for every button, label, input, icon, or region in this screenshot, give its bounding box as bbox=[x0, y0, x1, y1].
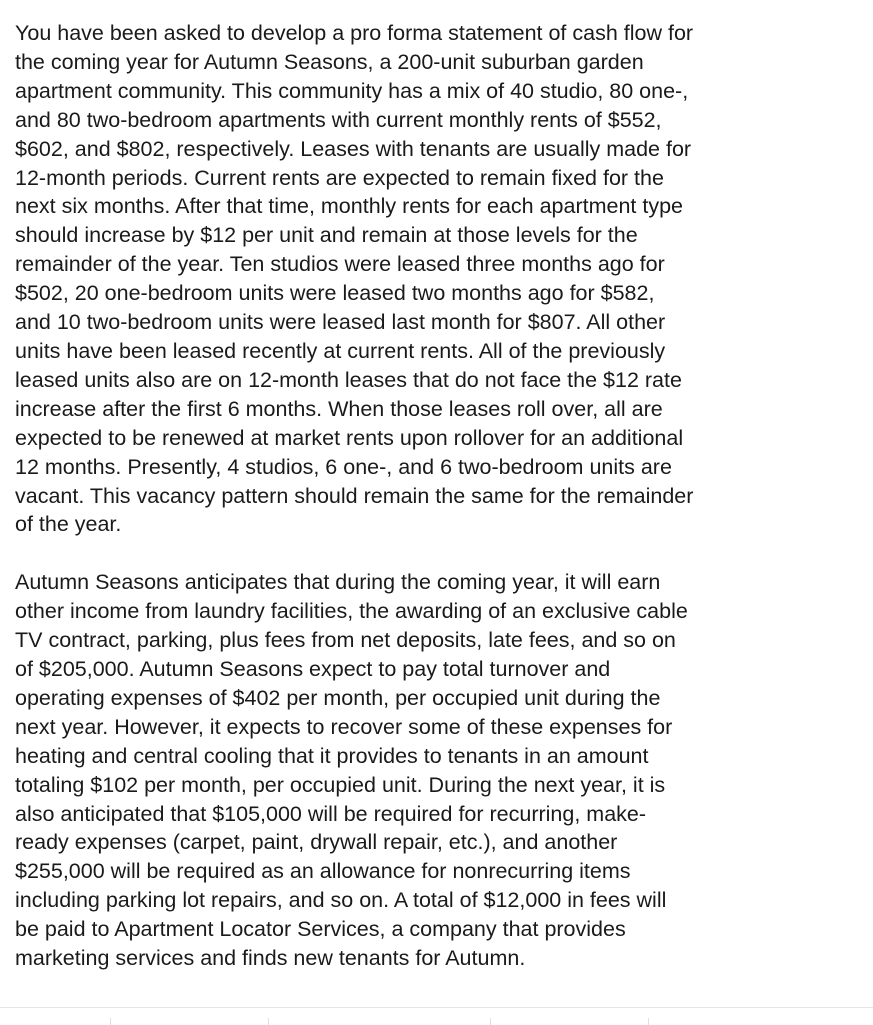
paragraph-property-description bbox=[15, 19, 865, 539]
text-line: TV contract, parking, plus fees from net deposits, late fees, and so on bbox=[15, 628, 676, 653]
text-line: the coming year for Autumn Seasons, a 200-unit suburban garden bbox=[15, 49, 644, 74]
text-line: Autumn Seasons anticipates that during the coming year, it will earn bbox=[15, 570, 661, 595]
text-line: units have been leased recently at current rents. All of the previously bbox=[15, 338, 666, 363]
text-line: of $205,000. Autumn Seasons expect to pay total turnover and bbox=[15, 657, 611, 682]
text-line: vacant. This vacancy pattern should remain the same for the remainder bbox=[15, 483, 694, 508]
text-line: $502, 20 one-bedroom units were leased two months ago for $582, bbox=[15, 281, 655, 306]
problem-text bbox=[15, 19, 865, 973]
text-line: 12 months. Presently, 4 studios, 6 one-, and 6 two-bedroom units are bbox=[15, 454, 672, 479]
text-line: $602, and $802, respectively. Leases with tenants are usually made for bbox=[15, 136, 692, 161]
text-line: should increase by $12 per unit and remain at those levels for the bbox=[15, 223, 638, 248]
text-line: next year. However, it expects to recover some of these expenses for bbox=[15, 714, 673, 739]
text-line: also anticipated that $105,000 will be required for recurring, make- bbox=[15, 801, 647, 826]
text-line: remainder of the year. Ten studios were leased three months ago for bbox=[15, 252, 665, 277]
text-line: leased units also are on 12-month leases that do not face the $12 rate bbox=[15, 367, 682, 392]
text-line: including parking lot repairs, and so on. A total of $12,000 in fees will bbox=[15, 888, 667, 913]
text-line: heating and central cooling that it provides to tenants in an amount bbox=[15, 743, 649, 768]
text-line: next six months. After that time, monthly rents for each apartment type bbox=[15, 194, 684, 219]
text-line: of the year. bbox=[15, 512, 122, 537]
text-line: and 10 two-bedroom units were leased last month for $807. All other bbox=[15, 310, 666, 335]
text-line: totaling $102 per month, per occupied unit. During the next year, it is bbox=[15, 772, 666, 797]
text-line: ready expenses (carpet, paint, drywall repair, etc.), and another bbox=[15, 830, 618, 855]
paragraph-income-expenses bbox=[15, 568, 865, 973]
text-line: expected to be renewed at market rents upon rollover for an additional bbox=[15, 425, 684, 450]
text-line: operating expenses of $402 per month, per occupied unit during the bbox=[15, 685, 661, 710]
text-line: marketing services and finds new tenants for Autumn. bbox=[15, 946, 526, 971]
bottom-divider bbox=[0, 1007, 873, 1025]
text-line: and 80 two-bedroom apartments with current monthly rents of $552, bbox=[15, 107, 662, 132]
text-line: 12-month periods. Current rents are expected to remain fixed for the bbox=[15, 165, 664, 190]
text-line: $255,000 will be required as an allowance for nonrecurring items bbox=[15, 859, 631, 884]
text-line: apartment community. This community has a mix of 40 studio, 80 one-, bbox=[15, 78, 689, 103]
text-line: be paid to Apartment Locator Services, a company that provides bbox=[15, 917, 626, 942]
text-line: You have been asked to develop a pro forma statement of cash flow for bbox=[15, 21, 694, 45]
text-line: increase after the first 6 months. When those leases roll over, all are bbox=[15, 396, 663, 421]
text-line: other income from laundry facilities, the awarding of an exclusive cable bbox=[15, 599, 688, 624]
